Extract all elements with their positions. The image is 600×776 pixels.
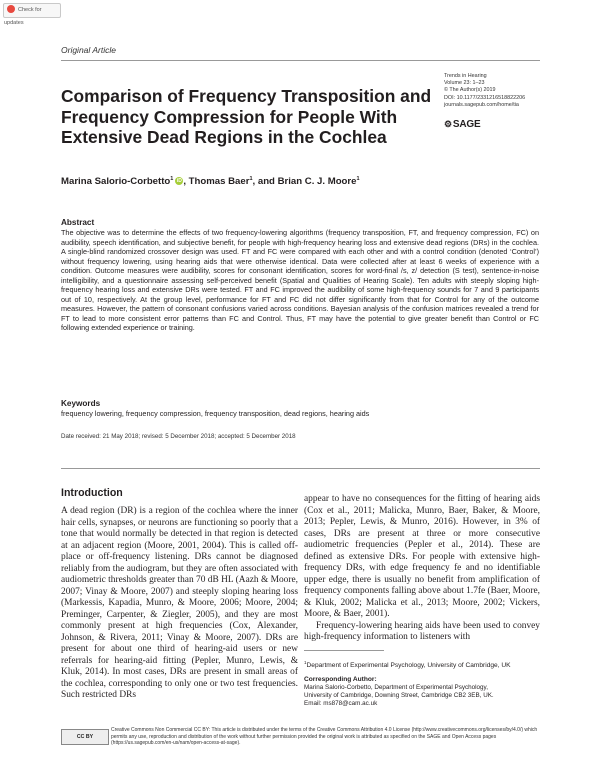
right-column <box>304 494 540 644</box>
keywords-text: frequency lowering, frequency compression, frequency transposition, dead regions, hearing aids <box>61 409 370 418</box>
intro-paragraph-3: Frequency-lowering hearing aids have been used to convey high-frequency information to listeners with <box>304 620 540 642</box>
affiliation <box>304 659 540 671</box>
author-1: Marina Salorio-Corbetto <box>61 176 171 188</box>
intro-paragraph-1: A dead region (DR) is a region of the cochlea where the inner hair cells, synapses, or neurons are functioning so poorly that a tone that would normally be detected in that region is detected at an adjacent region (Moore, 2001, 2004). This is called off-place or off-frequency listening. DRs cannot be diagnosed reliably from the audiogram, but they are often associated with audiometric thresholds greater than 70 dB HL (Aazh & Moore, 2007; Vinay & Moore, 2007) and steeply sloping hearing loss (Markessis, Kapadia, Munro, & Moore, 2006; Moore, 2004; Preminger, Carpenter, & Ziegler, 2005), and they are most commonly present at high frequencies (Cox, Alexander, Johnson, & Rivera, 2011; Vinay & Moore, 2007). DRs are present for about one third of hearing-aid users or new referrals for hearing-aid fitting (Pepler, Munro, Lewis, & Kluk, 2014). In most cases, DRs are present in small areas of the cochlea, corresponding to only one or two test frequencies. Such restricted DRs <box>61 506 298 700</box>
author-1-affiliation: 1 <box>170 176 174 182</box>
corresponding-line-2: University of Cambridge, Downing Street, Cambridge CB2 3EB, UK. <box>304 692 494 699</box>
author-3-affiliation: 1 <box>356 176 360 182</box>
orcid-icon[interactable]: iD <box>176 177 182 184</box>
publisher-logo <box>444 119 480 130</box>
corresponding-email[interactable]: Email: ms878@cam.ac.uk <box>304 700 378 707</box>
check-updates-label: Check for updates <box>4 7 42 26</box>
submission-dates: Date received: 21 May 2018; revised: 5 December 2018; accepted: 5 December 2018 <box>61 433 296 440</box>
journal-doi[interactable]: DOI: 10.1177/2331216518822206 <box>444 94 526 101</box>
author-3: , and Brian C. J. Moore <box>252 176 357 188</box>
corresponding-author-details <box>304 684 540 708</box>
footnote-divider <box>304 650 384 651</box>
check-updates-icon <box>7 5 15 13</box>
left-column <box>61 506 298 702</box>
paper-title: Comparison of Frequency Transposition and Frequency Compression for People With Extensive Dead Regions in the Cochlea <box>61 86 432 147</box>
sage-logo-icon: ⚙ <box>444 119 452 129</box>
section-divider <box>61 468 540 469</box>
journal-name: Trends in Hearing <box>444 73 487 79</box>
affiliation-number: 1 <box>304 660 307 665</box>
journal-volume: Volume 23: 1–23 <box>444 80 485 87</box>
check-for-updates-badge[interactable] <box>3 3 61 26</box>
author-2: , Thomas Baer <box>183 176 250 188</box>
affiliation-text: Department of Experimental Psychology, University of Cambridge, UK <box>306 662 511 670</box>
intro-paragraph-2: appear to have no consequences for the fitting of hearing aids (Cox et al., 2011; Malicka, Munro, Baer, Baker, & Moore, 2013; Pepler, Lewis, & Munro, 2016). However, in 3% of cases, DRs are present at three or more consecutive audiometric frequencies (Pepler et al., 2014). These are defined as extensive DRs. For people with extensive high-frequency DRs, with edge frequency fe and no identifiable upper edge, there is usually no benefit from amplification of frequency components falling above about 1.7fe (Baer, Moore, & Kluk, 2002; Malicka et al., 2013; Moore, 2002; Vickers, Moore, & Baer, 2001). <box>304 494 540 619</box>
journal-info <box>444 73 554 109</box>
header-divider <box>61 60 540 61</box>
author-2-affiliation: 1 <box>249 176 253 182</box>
creative-commons-badge[interactable]: CC BY <box>61 729 109 745</box>
publisher-name: SAGE <box>452 119 481 130</box>
introduction-heading: Introduction <box>61 487 123 499</box>
abstract-text: The objective was to determine the effects of two frequency-lowering algorithms (frequency transposition, FT, and frequency compression, FC) on audibility, speech identification, and subjective benefit, for people with high-frequency hearing loss and extensive dead regions (DRs) in the cochlea. A single-blind randomized crossover design was used. FT and FC were compared with each other and with a control condition (denoted ‘Control’) without frequency lowering, using hearing aids that were otherwise identical. Data were collected after at least 6 weeks of experience with a condition. Outcome measures were audibility, scores for consonant identification, scores for word-final /s, z/ detection (S test), sentence-in-noise intelligibility, and a questionnaire assessing self-perceived benefit (Spatial and Qualities of Hearing Scale). Ten adults with steeply sloping high-frequency hearing loss and extensive DRs were tested. FT and FC improved the audibility of some high-frequency sounds for 7 and 9 participants out of 10, respectively. At the group level, performance for FT and FC did not differ significantly from that for Control for any of the outcome measures. However, the pattern of consonant confusions varied across conditions. Bayesian analysis of the confusion matrices revealed a trend for FT to lead to more consistent error patterns than FC and Control. Thus, FT may have the potential to give greater benefit than Control or FC following extended experience or training. <box>61 228 539 333</box>
author-list <box>61 176 360 187</box>
corresponding-line-1: Marina Salorio-Corbetto, Department of Experimental Psychology, <box>304 684 488 691</box>
abstract-heading: Abstract <box>61 218 95 227</box>
corresponding-author-heading: Corresponding Author: <box>304 676 377 683</box>
article-type: Original Article <box>61 45 116 55</box>
journal-url[interactable]: journals.sagepub.com/home/tia <box>444 101 519 108</box>
keywords-heading: Keywords <box>61 399 101 408</box>
journal-copyright: © The Author(s) 2019 <box>444 87 496 94</box>
license-text: Creative Commons Non Commercial CC BY: This article is distributed under the terms of the Creative Commons Attribution 4.0 License (http://www.creativecommons.org/licenses/by/4.0/) which permits any use, reproduction and distribution of the work without further permission provided the original work is attributed as specified on the SAGE and Open Access pages (https://us.sagepub.com/en-us/nam/open-access-at-sage). <box>111 727 538 747</box>
